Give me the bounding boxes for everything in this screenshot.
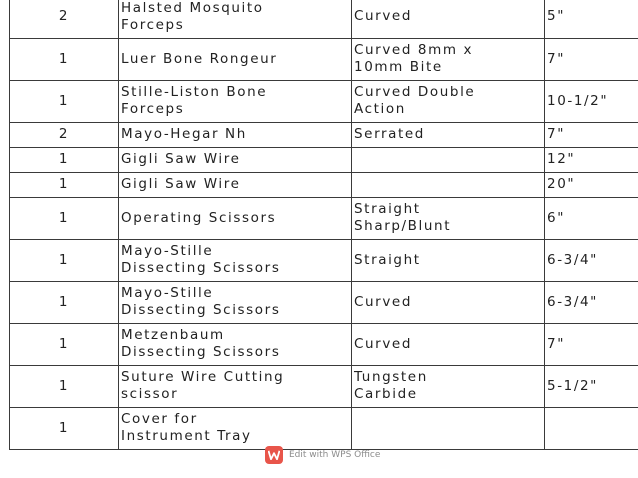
quantity-cell: 1	[10, 407, 119, 449]
description-cell: Straight	[352, 239, 545, 281]
description-cell: Tungsten Carbide	[352, 365, 545, 407]
size-cell: 7"	[545, 122, 638, 147]
table-row	[10, 172, 638, 197]
table-row	[10, 0, 638, 38]
size-cell: 7"	[545, 38, 638, 80]
description-cell	[352, 147, 545, 172]
description-cell: Curved Double Action	[352, 80, 545, 122]
instrument-name-cell: Metzenbaum Dissecting Scissors	[119, 323, 352, 365]
table-row	[10, 147, 638, 172]
size-cell: 12"	[545, 147, 638, 172]
size-cell: 7"	[545, 323, 638, 365]
table-row	[10, 239, 638, 281]
quantity-cell: 1	[10, 172, 119, 197]
quantity-cell: 1	[10, 147, 119, 172]
quantity-cell: 1	[10, 323, 119, 365]
table-row	[10, 197, 638, 239]
instrument-table-body	[10, 0, 638, 449]
instrument-name-cell: Mayo-Hegar Nh	[119, 122, 352, 147]
description-cell: Serrated	[352, 122, 545, 147]
instrument-table-container	[9, 0, 638, 450]
instrument-name-cell: Gigli Saw Wire	[119, 147, 352, 172]
description-cell	[352, 172, 545, 197]
quantity-cell: 1	[10, 365, 119, 407]
description-cell: Curved	[352, 323, 545, 365]
size-cell: 5-1/2"	[545, 365, 638, 407]
size-cell: 20"	[545, 172, 638, 197]
size-cell: 10-1/2"	[545, 80, 638, 122]
quantity-cell: 2	[10, 122, 119, 147]
table-row	[10, 323, 638, 365]
description-cell	[352, 407, 545, 449]
size-cell	[545, 407, 638, 449]
quantity-cell: 1	[10, 281, 119, 323]
table-row	[10, 407, 638, 449]
quantity-cell: 1	[10, 38, 119, 80]
instrument-name-cell: Mayo-Stille Dissecting Scissors	[119, 239, 352, 281]
quantity-cell: 2	[10, 0, 119, 38]
wps-footer[interactable]	[265, 446, 380, 464]
table-row	[10, 365, 638, 407]
instrument-name-cell: Operating Scissors	[119, 197, 352, 239]
description-cell: Curved	[352, 281, 545, 323]
size-cell: 6-3/4"	[545, 239, 638, 281]
description-cell: Curved	[352, 0, 545, 38]
instrument-name-cell: Suture Wire Cutting scissor	[119, 365, 352, 407]
instrument-name-cell: Luer Bone Rongeur	[119, 38, 352, 80]
description-cell: Curved 8mm x 10mm Bite	[352, 38, 545, 80]
size-cell: 5"	[545, 0, 638, 38]
instrument-name-cell: Mayo-Stille Dissecting Scissors	[119, 281, 352, 323]
table-row	[10, 80, 638, 122]
table-row	[10, 281, 638, 323]
wps-office-logo-icon	[265, 446, 283, 464]
instrument-name-cell: Halsted Mosquito Forceps	[119, 0, 352, 38]
size-cell: 6"	[545, 197, 638, 239]
instrument-name-cell: Gigli Saw Wire	[119, 172, 352, 197]
instrument-table	[9, 0, 638, 450]
instrument-name-cell: Cover for Instrument Tray	[119, 407, 352, 449]
table-row	[10, 38, 638, 80]
description-cell: Straight Sharp/Blunt	[352, 197, 545, 239]
wps-footer-label[interactable]: Edit with WPS Office	[289, 450, 381, 460]
quantity-cell: 1	[10, 239, 119, 281]
quantity-cell: 1	[10, 197, 119, 239]
table-row	[10, 122, 638, 147]
quantity-cell: 1	[10, 80, 119, 122]
size-cell: 6-3/4"	[545, 281, 638, 323]
instrument-name-cell: Stille-Liston Bone Forceps	[119, 80, 352, 122]
